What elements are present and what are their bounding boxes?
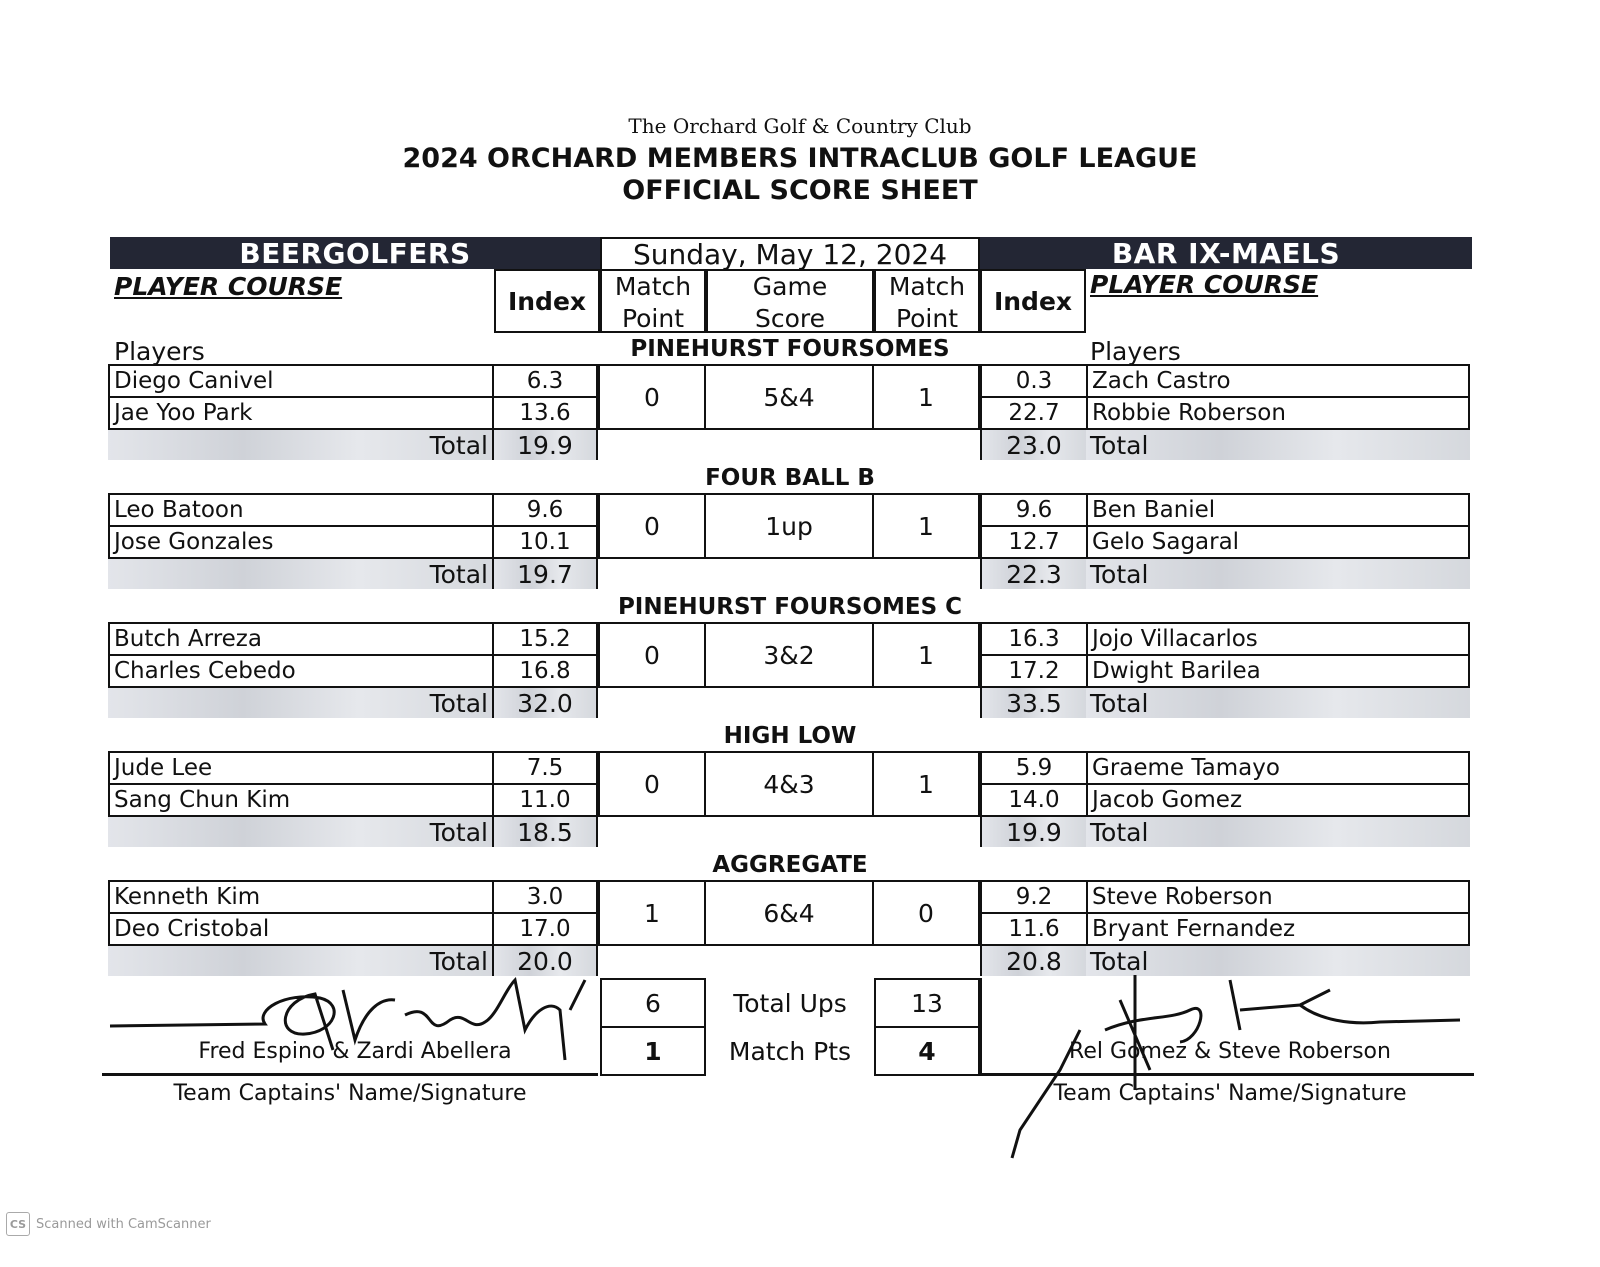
right-signature-scribble	[1000, 970, 1470, 1165]
left-total-label: Total	[108, 688, 494, 718]
left-player-index: 11.0	[492, 783, 598, 817]
right-player-name: Jacob Gomez	[1086, 783, 1470, 817]
right-player-index: 9.2	[980, 880, 1088, 914]
right-match-point-header	[874, 269, 980, 333]
right-total-value: 22.3	[980, 559, 1088, 589]
left-total-value: 19.9	[492, 430, 598, 460]
game-score: 3&2	[704, 622, 874, 688]
right-player-index: 11.6	[980, 912, 1088, 946]
left-player-index: 15.2	[492, 622, 598, 656]
right-player-index: 17.2	[980, 654, 1088, 688]
left-match-point: 0	[598, 622, 706, 688]
team-right-name: BAR IX-MAELS	[980, 237, 1472, 269]
left-match-point: 0	[598, 493, 706, 559]
right-total-value: 23.0	[980, 430, 1088, 460]
right-match-point: 1	[872, 622, 980, 688]
right-total-label: Total	[1086, 430, 1470, 460]
left-player-name: Deo Cristobal	[108, 912, 494, 946]
left-total-label: Total	[108, 430, 494, 460]
game-score: 1up	[704, 493, 874, 559]
right-captain-names: Rel Gomez & Steve Roberson	[1069, 1038, 1391, 1064]
left-total-label: Total	[108, 817, 494, 847]
right-total-ups: 13	[874, 978, 980, 1028]
right-total-value: 19.9	[980, 817, 1088, 847]
right-total-value: 20.8	[980, 946, 1088, 976]
left-total-value: 19.7	[492, 559, 598, 589]
club-name: The Orchard Golf & Country Club	[628, 114, 972, 138]
right-total-label: Total	[1086, 946, 1470, 976]
left-player-name: Butch Arreza	[108, 622, 494, 656]
left-players-label: Players	[114, 336, 205, 366]
right-player-name: Steve Roberson	[1086, 880, 1470, 914]
right-total-label: Total	[1086, 817, 1470, 847]
right-match-point: 1	[872, 493, 980, 559]
right-player-name: Ben Baniel	[1086, 493, 1470, 527]
left-player-index: 17.0	[492, 912, 598, 946]
left-player-index: 16.8	[492, 654, 598, 688]
right-player-index: 0.3	[980, 364, 1088, 398]
right-player-name: Gelo Sagaral	[1086, 525, 1470, 559]
left-player-name: Jude Lee	[108, 751, 494, 785]
point-word: Point	[895, 304, 959, 333]
team-left-name: BEERGOLFERS	[110, 237, 600, 269]
match-format-title: HIGH LOW	[723, 723, 857, 749]
left-match-point: 1	[598, 880, 706, 946]
right-player-index: 22.7	[980, 396, 1088, 430]
score-word: Score	[754, 304, 826, 333]
left-match-pts: 1	[600, 1026, 706, 1076]
left-index-header: Index	[494, 269, 600, 333]
right-index-header: Index	[980, 269, 1086, 333]
left-captains-label: Team Captains' Name/Signature	[173, 1080, 527, 1106]
sheet-title: OFFICIAL SCORE SHEET	[622, 174, 978, 206]
right-match-point: 1	[872, 751, 980, 817]
match-format-title: PINEHURST FOURSOMES C	[617, 594, 963, 620]
right-player-name: Robbie Roberson	[1086, 396, 1470, 430]
right-player-course-label: PLAYER COURSE	[1090, 270, 1319, 299]
match-format-title: PINEHURST FOURSOMES	[630, 336, 950, 362]
right-player-name: Bryant Fernandez	[1086, 912, 1470, 946]
left-total-ups: 6	[600, 978, 706, 1028]
left-player-index: 7.5	[492, 751, 598, 785]
right-player-index: 9.6	[980, 493, 1088, 527]
right-players-label: Players	[1090, 336, 1181, 366]
left-total-label: Total	[108, 946, 494, 976]
right-total-label: Total	[1086, 559, 1470, 589]
left-player-name: Diego Canivel	[108, 364, 494, 398]
left-player-index: 10.1	[492, 525, 598, 559]
camscanner-logo: CS	[6, 1212, 30, 1236]
game-score: 4&3	[704, 751, 874, 817]
right-player-index: 5.9	[980, 751, 1088, 785]
left-signature-scribble	[105, 970, 605, 1070]
left-player-index: 9.6	[492, 493, 598, 527]
point-word: Point	[621, 304, 685, 333]
left-player-name: Sang Chun Kim	[108, 783, 494, 817]
right-captains-label: Team Captains' Name/Signature	[1053, 1080, 1407, 1106]
right-match-point: 1	[872, 364, 980, 430]
right-player-name: Graeme Tamayo	[1086, 751, 1470, 785]
left-player-course-label: PLAYER COURSE	[114, 272, 343, 301]
left-match-point-header	[600, 269, 706, 333]
total-ups-label: Total Ups	[733, 988, 847, 1018]
left-match-point: 0	[598, 364, 706, 430]
left-player-name: Kenneth Kim	[108, 880, 494, 914]
left-captain-names: Fred Espino & Zardi Abellera	[198, 1038, 512, 1064]
left-player-name: Charles Cebedo	[108, 654, 494, 688]
left-player-index: 13.6	[492, 396, 598, 430]
right-total-label: Total	[1086, 688, 1470, 718]
right-total-value: 33.5	[980, 688, 1088, 718]
match-word: Match	[888, 272, 966, 301]
left-player-index: 3.0	[492, 880, 598, 914]
right-match-pts: 4	[874, 1026, 980, 1076]
left-total-label: Total	[108, 559, 494, 589]
left-player-name: Leo Batoon	[108, 493, 494, 527]
game-word: Game	[752, 272, 828, 301]
match-word: Match	[614, 272, 692, 301]
right-player-name: Zach Castro	[1086, 364, 1470, 398]
right-player-name: Jojo Villacarlos	[1086, 622, 1470, 656]
left-match-point: 0	[598, 751, 706, 817]
match-pts-label: Match Pts	[728, 1036, 852, 1066]
right-match-point: 0	[872, 880, 980, 946]
match-format-title: FOUR BALL B	[705, 465, 875, 491]
left-total-value: 18.5	[492, 817, 598, 847]
game-score: 5&4	[704, 364, 874, 430]
right-player-name: Dwight Barilea	[1086, 654, 1470, 688]
camscanner-text: Scanned with CamScanner	[36, 1216, 211, 1232]
match-date: Sunday, May 12, 2024	[600, 237, 980, 269]
left-player-index: 6.3	[492, 364, 598, 398]
game-score-header	[706, 269, 874, 333]
left-player-name: Jose Gonzales	[108, 525, 494, 559]
match-format-title: AGGREGATE	[712, 852, 868, 878]
left-total-value: 20.0	[492, 946, 598, 976]
right-player-index: 16.3	[980, 622, 1088, 656]
left-player-name: Jae Yoo Park	[108, 396, 494, 430]
right-player-index: 14.0	[980, 783, 1088, 817]
left-total-value: 32.0	[492, 688, 598, 718]
right-player-index: 12.7	[980, 525, 1088, 559]
game-score: 6&4	[704, 880, 874, 946]
league-title: 2024 ORCHARD MEMBERS INTRACLUB GOLF LEAGUE	[402, 142, 1198, 174]
